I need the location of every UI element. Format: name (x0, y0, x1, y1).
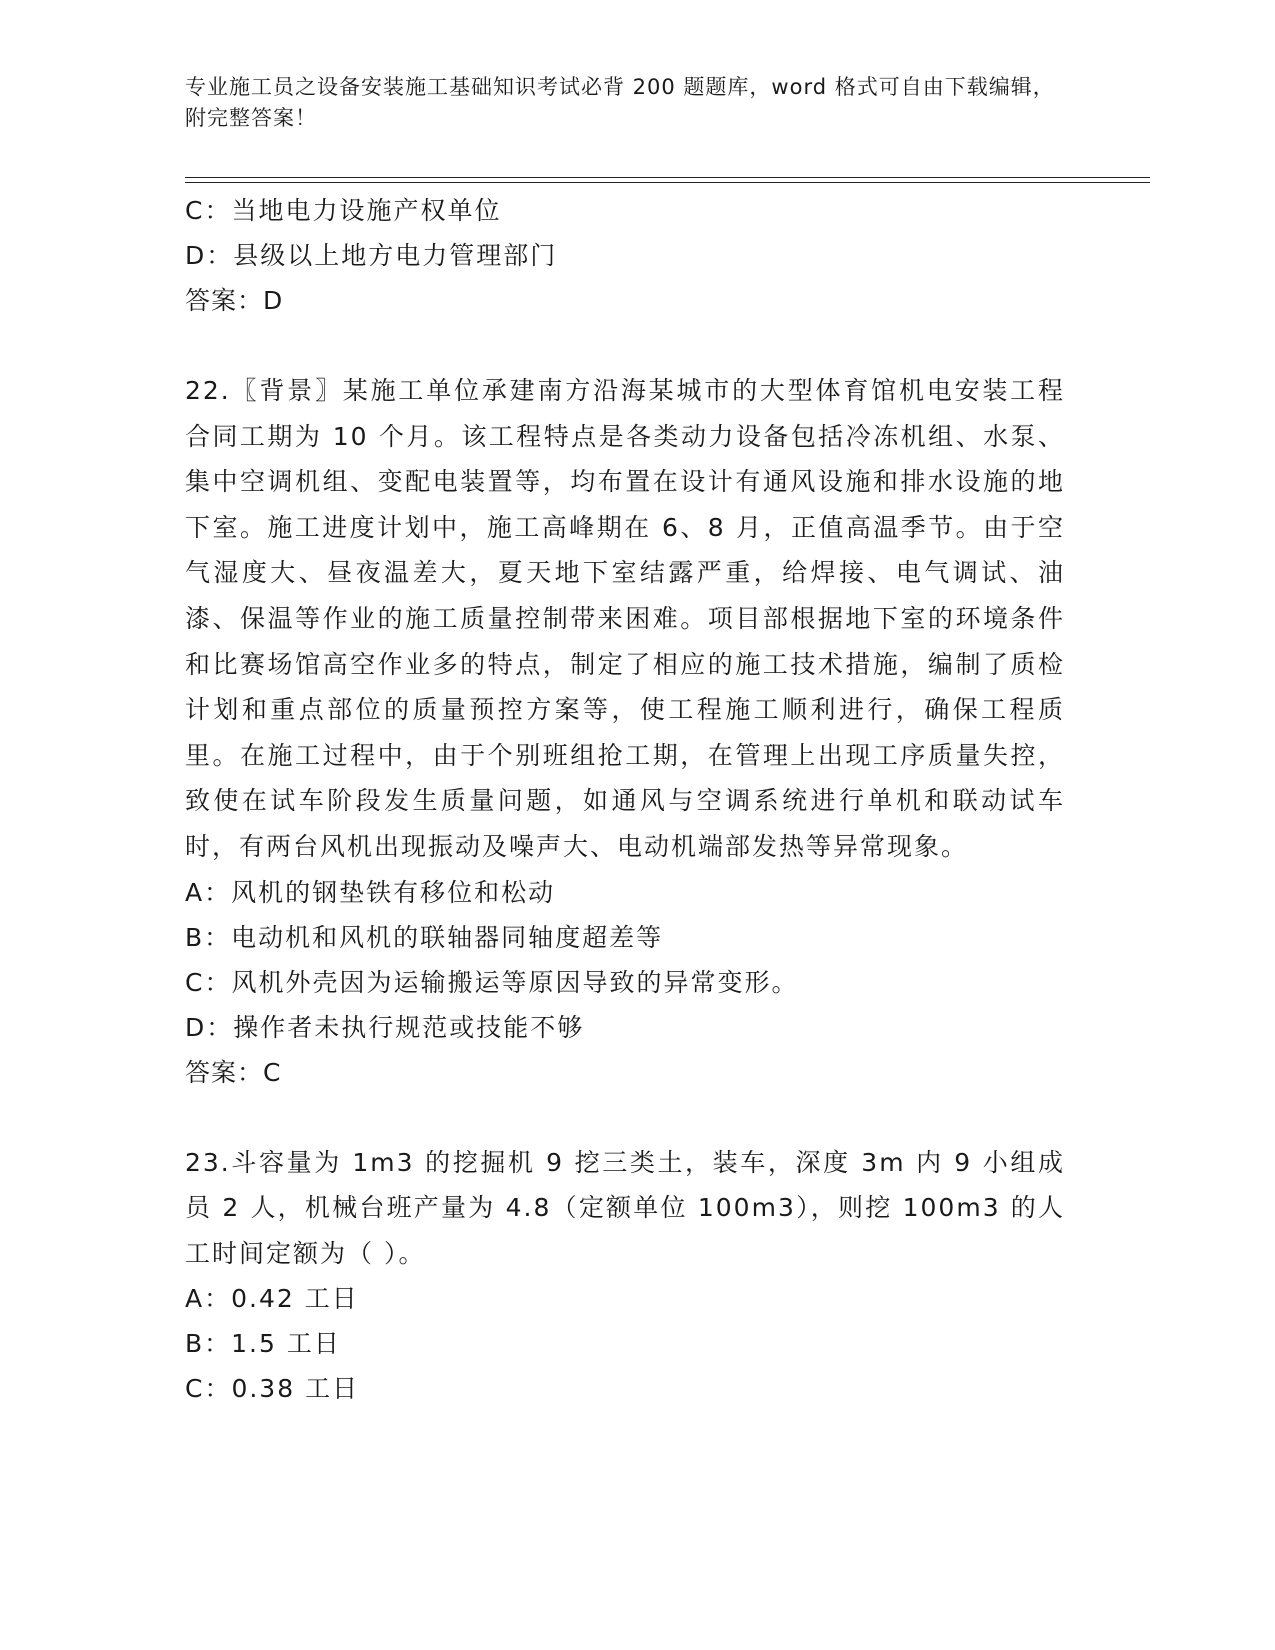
q22-option-a: A：风机的钢垫铁有移位和松动 (185, 877, 556, 907)
question-22 (185, 368, 1085, 1095)
spacer (185, 1095, 1085, 1140)
document-header: 专业施工员之设备安装施工基础知识考试必背 200 题题库，word 格式可自由下载编辑，附完整答案！ (185, 75, 1055, 130)
document-body (185, 188, 1085, 1411)
q23-stem: 23.斗容量为 1m3 的挖掘机 9 挖三类土，装车，深度 3m 内 9 小组成员 2 人，机械台班产量为 4.8（定额单位 100m3），则挖 100m3 的人工时间定额为（ ）。 (185, 1147, 1065, 1268)
q21-answer: 答案：D (185, 286, 284, 315)
header-rule-bottom (185, 182, 1150, 183)
question-21 (185, 188, 1085, 323)
question-23 (185, 1140, 1085, 1412)
q23-option-c: C：0.38 工日 (185, 1374, 360, 1404)
q21-option-d: D：县级以上地方电力管理部门 (185, 241, 558, 270)
q22-option-b: B：电动机和风机的联轴器同轴度超差等 (185, 922, 664, 952)
header-rule-top (185, 177, 1150, 178)
q23-option-a: A：0.42 工日 (185, 1284, 359, 1314)
q22-option-d: D：操作者未执行规范或技能不够 (185, 1012, 585, 1042)
q22-option-c: C：风机外壳因为运输搬运等原因导致的异常变形。 (185, 967, 799, 997)
q21-option-c: C：当地电力设施产权单位 (185, 196, 502, 225)
q22-answer: 答案：C (185, 1057, 282, 1087)
q22-stem: 22.〖背景〗某施工单位承建南方沿海某城市的大型体育馆机电安装工程合同工期为 10 个月。该工程特点是各类动力设备包括冷冻机组、水泵、集中空调机组、变配电装置等，均布置在设计有通风设施和排水设施的地下室。施工进度计划中，施工高峰期在 6、8 月，正值高温季节。由于空气湿度大、昼夜温差大，夏天地下室结露严重，给焊接、电气调试、油漆、保温等作业的施工质量控制带来困难。项目部根据地下室的环境条件和比赛场馆高空作业多的特点，制定了相应的施工技术措施，编制了质检计划和重点部位的质量预控方案等，使工程施工顺利进行，确保工程质里。在施工过程中，由于个别班组抢工期，在管理上出现工序质量失控，致使在试车阶段发生质量问题，如通风与空调系统进行单机和联动试车时，有两台风机出现振动及噪声大、电动机端部发热等异常现象。 (185, 376, 1065, 861)
q23-option-b: B：1.5 工日 (185, 1329, 341, 1359)
spacer (185, 323, 1085, 368)
